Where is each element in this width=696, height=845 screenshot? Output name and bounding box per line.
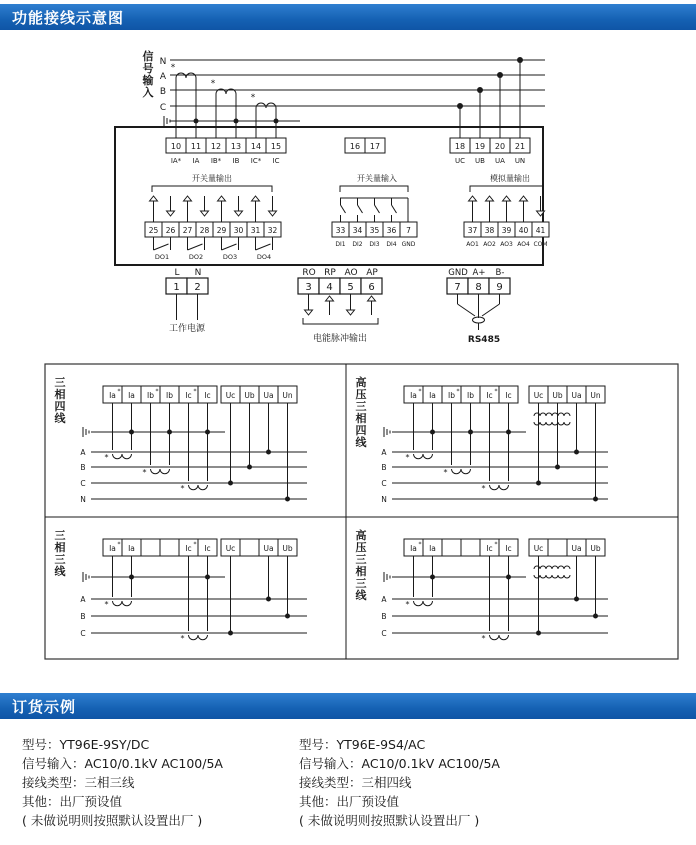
order-2-line-1: 型号：YT96E-9S4/AC	[299, 737, 426, 752]
panel-current-terminal	[442, 539, 461, 556]
panel-line-label: A	[80, 448, 86, 457]
polarity-mark: *	[193, 541, 197, 548]
bus-label-C: C	[159, 103, 167, 113]
panel-voltage-label: Ub	[282, 544, 293, 553]
terminal-number: 34	[352, 226, 363, 235]
polarity-mark: *	[481, 634, 486, 643]
panel-3	[55, 529, 308, 643]
junction-dot	[536, 631, 541, 636]
polarity-mark: *	[104, 600, 109, 609]
junction-dot	[228, 481, 233, 486]
do-label: DO4	[256, 253, 272, 261]
order-1-line-1: 型号：YT96E-9SY/DC	[22, 737, 150, 752]
panel-title-char: 相	[54, 388, 66, 401]
panel-current-label: Ib	[147, 391, 154, 400]
junction-dot	[205, 575, 210, 580]
junction-dot	[274, 119, 279, 124]
panel-current-terminal	[461, 539, 480, 556]
panel-title-char: 相	[355, 412, 367, 425]
ao-label: AO1	[466, 241, 479, 248]
power-letter: L	[174, 268, 180, 278]
panel-current-label: Ic	[204, 391, 211, 400]
panel-line-label: B	[381, 612, 387, 621]
terminal-label: IC*	[250, 157, 262, 165]
terminal-number: 15	[270, 142, 282, 151]
polarity-mark: *	[494, 388, 498, 395]
order-section-header	[0, 693, 696, 719]
terminal-number: 3	[305, 282, 312, 293]
junction-dot	[517, 57, 523, 63]
panel-voltage-label: Ub	[244, 391, 255, 400]
panel-title-char: 压	[355, 541, 367, 554]
panel-current-label: Ib	[448, 391, 455, 400]
terminal-number: 36	[386, 226, 397, 235]
analog-output-title: 模拟量输出	[490, 174, 530, 183]
panel-voltage-label: Uc	[225, 391, 236, 400]
junction-dot	[247, 465, 252, 470]
panel-voltage-label: Ub	[552, 391, 563, 400]
panel-line-label: A	[80, 595, 86, 604]
signal-input-char: 输	[142, 74, 154, 87]
junction-dot	[593, 614, 598, 619]
terminal-number: 39	[501, 226, 512, 235]
power-letter: N	[194, 268, 202, 278]
ct-coil	[189, 485, 208, 490]
ct-coil	[452, 469, 471, 474]
junction-dot	[506, 430, 511, 435]
panel-current-label: Ic	[185, 391, 192, 400]
terminal-number: 40	[518, 226, 529, 235]
terminal-number: 41	[535, 226, 546, 235]
arrow-down-icon	[347, 310, 355, 315]
bus-label-N: N	[159, 57, 167, 67]
wiring-section-title: 功能接线示意图	[12, 9, 125, 27]
panel-title-char: 三	[355, 400, 367, 413]
terminal-number: 2	[194, 282, 201, 293]
pt-coil	[534, 566, 552, 569]
panel-current-terminal	[141, 539, 160, 556]
pt-coil	[534, 575, 552, 578]
signal-input-char: 号	[142, 62, 154, 75]
panel-title-char: 相	[355, 565, 367, 578]
arrow-up-icon	[326, 296, 334, 301]
polarity-mark: *	[405, 453, 410, 462]
terminal-number: 21	[514, 142, 526, 151]
order-header-background	[0, 693, 696, 719]
ao-label: AO2	[483, 241, 496, 248]
panel-line-label: N	[80, 495, 86, 504]
pt-coil	[534, 422, 552, 425]
order-section-title: 订货示例	[12, 698, 77, 716]
di-label: DI4	[386, 241, 397, 248]
polarity-mark: *	[104, 453, 109, 462]
terminal-number: 32	[267, 226, 278, 235]
panel-line-label: B	[80, 463, 86, 472]
order-1-line-4: 其他：出厂预设值	[22, 794, 123, 809]
rs485-letter: B-	[495, 268, 505, 278]
panel-4	[356, 528, 609, 643]
order-1-line-2: 信号输入：AC10/0.1kV AC100/5A	[22, 756, 223, 771]
panel-current-label: Ia	[128, 391, 135, 400]
panel-current-label: Ia	[128, 544, 135, 553]
junction-dot	[285, 497, 290, 502]
terminal-number: 12	[210, 142, 222, 151]
panel-title-char: 三	[54, 529, 66, 542]
order-2-line-4: 其他：出厂预设值	[299, 794, 400, 809]
ct-coil	[113, 454, 132, 459]
di-label: GND	[401, 241, 416, 248]
ao-label: COM	[533, 241, 548, 248]
panel-voltage-label: Ua	[571, 391, 582, 400]
terminal-number: 1	[173, 282, 180, 293]
pulse-bracket	[303, 318, 378, 324]
terminal-number: 11	[190, 142, 202, 151]
junction-dot	[285, 614, 290, 619]
panel-current-label: Ic	[204, 544, 211, 553]
di-label: DI3	[369, 241, 380, 248]
panel-voltage-terminal	[240, 539, 259, 556]
panel-current-label: Ia	[410, 544, 417, 553]
panel-title-char: 三	[54, 553, 66, 566]
junction-dot	[468, 430, 473, 435]
junction-dot	[477, 87, 483, 93]
pt-coil	[552, 413, 570, 416]
pt-coil	[552, 575, 570, 578]
ct-coil	[490, 485, 509, 490]
panel-line-label: A	[381, 448, 387, 457]
polarity-mark: *	[418, 388, 422, 395]
terminal-number: 5	[347, 282, 354, 293]
signal-input-char: 入	[142, 86, 154, 99]
panel-line-label: C	[381, 629, 387, 638]
polarity-mark: *	[418, 541, 422, 548]
junction-dot	[536, 481, 541, 486]
terminal-label: UA	[495, 157, 505, 165]
panel-title-char: 相	[54, 541, 66, 554]
pt-coil	[552, 422, 570, 425]
junction-dot	[266, 450, 271, 455]
panel-title-char: 线	[54, 565, 66, 578]
pulse-letter: AO	[344, 268, 358, 278]
terminal-number: 26	[165, 226, 176, 235]
junction-dot	[593, 497, 598, 502]
panel-line-label: C	[80, 629, 86, 638]
terminal-number: 25	[148, 226, 159, 235]
terminal-number: 10	[170, 142, 182, 151]
panel-title-char: 高	[355, 376, 367, 389]
terminal-number: 27	[182, 226, 193, 235]
di-label: DI2	[352, 241, 363, 248]
junction-dot	[228, 631, 233, 636]
panel-voltage-terminal	[548, 539, 567, 556]
ao-label: AO3	[500, 241, 513, 248]
panel-current-label: Ia	[109, 391, 116, 400]
junction-dot	[555, 465, 560, 470]
panel-2	[356, 375, 609, 504]
terminal-number: 28	[199, 226, 210, 235]
polarity-mark: *	[456, 388, 460, 395]
terminal-label: IA*	[170, 157, 182, 165]
panel-line-label: C	[381, 479, 387, 488]
terminal-number: 20	[494, 142, 506, 151]
terminal-label: UB	[475, 157, 485, 165]
ct-coil	[490, 635, 509, 640]
pulse-letter: AP	[366, 268, 378, 278]
panel-title-char: 三	[355, 553, 367, 566]
polarity-mark: *	[180, 484, 185, 493]
rs485-lead	[482, 304, 500, 316]
arrow-down-icon	[305, 310, 313, 315]
panel-current-label: Ia	[410, 391, 417, 400]
terminal-label: IB*	[210, 157, 222, 165]
order-1-line-5: ( 未做说明则按照默认设置出厂 )	[22, 813, 203, 828]
junction-dot	[129, 430, 134, 435]
power-label: 工作电源	[168, 324, 206, 334]
bus-label-A: A	[159, 72, 167, 82]
polarity-mark: *	[117, 541, 121, 548]
panel-current-label: Ia	[109, 544, 116, 553]
junction-dot	[497, 72, 503, 78]
junction-dot	[194, 119, 199, 124]
terminal-number: 31	[250, 226, 261, 235]
panel-current-label: Ic	[486, 391, 493, 400]
junction-dot	[574, 450, 579, 455]
terminal-number: 35	[369, 226, 380, 235]
junction-dot	[574, 597, 579, 602]
panel-title-char: 四	[54, 400, 66, 413]
panel-title-char: 线	[355, 436, 367, 449]
polarity-mark: *	[155, 388, 159, 395]
junction-dot	[430, 575, 435, 580]
order-2-line-5: ( 未做说明则按照默认设置出厂 )	[299, 813, 480, 828]
rs485-letter: A+	[472, 268, 486, 278]
terminal-number: 7	[454, 282, 461, 293]
rs485-letter: GND	[448, 268, 468, 278]
panel-current-label: Ic	[505, 544, 512, 553]
panel-title-char: 压	[355, 388, 367, 401]
switch-input-title: 开关量输入	[357, 174, 397, 183]
polarity-mark: *	[494, 541, 498, 548]
panel-line-label: A	[381, 595, 387, 604]
junction-dot	[506, 575, 511, 580]
terminal-number: 19	[474, 142, 486, 151]
terminal-number: 29	[216, 226, 227, 235]
panel-title-char: 四	[355, 424, 367, 437]
polarity-mark: *	[142, 468, 147, 477]
polarity-mark: *	[180, 634, 185, 643]
panel-title-char: 线	[54, 412, 66, 425]
panel-line-label: B	[381, 463, 387, 472]
junction-dot	[234, 119, 239, 124]
signal-input-char: 信	[142, 50, 154, 63]
panel-title-char: 高	[355, 529, 367, 542]
panel-line-label: C	[80, 479, 86, 488]
panel-voltage-label: Un	[590, 391, 601, 400]
panel-line-label: B	[80, 612, 86, 621]
ct-coil	[151, 469, 170, 474]
panel-current-label: Ia	[429, 391, 436, 400]
rs485-lead	[458, 304, 476, 316]
terminal-number: 14	[250, 142, 262, 151]
ao-label: AO4	[517, 241, 530, 248]
panel-current-label: Ic	[505, 391, 512, 400]
order-example-1	[22, 735, 223, 830]
ct-coil	[414, 454, 433, 459]
polarity-mark: *	[193, 388, 197, 395]
pulse-label: 电能脉冲输出	[312, 334, 368, 344]
bus-label-B: B	[159, 87, 167, 97]
polarity-mark: *	[443, 468, 448, 477]
switch-output-title: 开关量输出	[192, 174, 232, 183]
junction-dot	[430, 430, 435, 435]
terminal-number: 37	[467, 226, 478, 235]
panel-1	[55, 376, 308, 504]
panel-voltage-label: Ua	[571, 544, 582, 553]
order-example-2	[299, 735, 500, 830]
order-1-line-3: 接线类型：三相三线	[22, 775, 135, 790]
connection-panels	[0, 360, 696, 660]
terminal-number: 6	[368, 282, 375, 293]
terminal-number: 4	[326, 282, 333, 293]
order-2-line-2: 信号输入：AC10/0.1kV AC100/5A	[299, 756, 500, 771]
pt-coil	[534, 413, 552, 416]
do-label: DO3	[222, 253, 238, 261]
order-2-line-3: 接线类型：三相四线	[299, 775, 412, 790]
wiring-section-header	[0, 4, 696, 30]
wiring-diagram	[0, 40, 696, 400]
di-label: DI1	[335, 241, 346, 248]
pulse-letter: RO	[302, 268, 316, 278]
panel-voltage-label: Ua	[263, 544, 274, 553]
rs485-label: RS485	[467, 335, 501, 345]
terminal-number: 38	[484, 226, 495, 235]
panel-current-label: Ib	[467, 391, 474, 400]
panel-current-label: Ic	[486, 544, 493, 553]
polarity-mark: *	[170, 63, 176, 73]
panel-title-char: 线	[355, 589, 367, 602]
panel-title-char: 三	[355, 577, 367, 590]
polarity-mark: *	[210, 79, 216, 89]
ct-coil	[414, 601, 433, 606]
junction-dot	[167, 430, 172, 435]
terminal-number: 30	[233, 226, 244, 235]
panel-voltage-label: Un	[282, 391, 293, 400]
panel-current-label: Ib	[166, 391, 173, 400]
terminal-label: UC	[454, 157, 466, 165]
terminal-label: IB	[232, 157, 240, 165]
polarity-mark: *	[250, 93, 256, 103]
panel-voltage-label: Uc	[533, 544, 544, 553]
panel-voltage-label: Uc	[533, 391, 544, 400]
ct-coil	[113, 601, 132, 606]
terminal-label: IC	[272, 157, 280, 165]
do-label: DO1	[154, 253, 170, 261]
terminal-number: 33	[335, 226, 346, 235]
terminal-label: IA	[192, 157, 200, 165]
panel-title-char: 三	[54, 376, 66, 389]
terminal-number: 16	[349, 142, 361, 151]
terminal-number: 9	[496, 282, 503, 293]
panel-line-label: N	[381, 495, 387, 504]
terminal-label: UN	[514, 157, 526, 165]
polarity-mark: *	[481, 484, 486, 493]
pulse-letter: RP	[324, 268, 336, 278]
junction-dot	[266, 597, 271, 602]
junction-dot	[129, 575, 134, 580]
terminal-number: 7	[406, 226, 411, 235]
polarity-mark: *	[117, 388, 121, 395]
polarity-mark: *	[405, 600, 410, 609]
panel-voltage-label: Ub	[590, 544, 601, 553]
pt-coil	[552, 566, 570, 569]
terminal-number: 17	[369, 142, 381, 151]
panel-voltage-label: Uc	[225, 544, 236, 553]
ct-coil	[189, 635, 208, 640]
terminal-number: 13	[230, 142, 242, 151]
junction-dot	[457, 103, 463, 109]
arrow-up-icon	[368, 296, 376, 301]
do-label: DO2	[188, 253, 204, 261]
terminal-number: 8	[475, 282, 482, 293]
junction-dot	[205, 430, 210, 435]
terminal-number: 18	[454, 142, 466, 151]
panel-current-terminal	[160, 539, 179, 556]
panel-current-label: Ia	[429, 544, 436, 553]
panel-current-label: Ic	[185, 544, 192, 553]
panel-voltage-label: Ua	[263, 391, 274, 400]
